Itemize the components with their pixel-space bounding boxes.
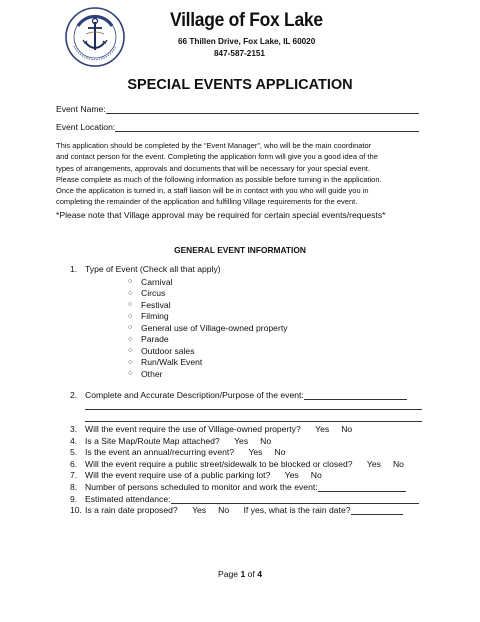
question-number: 10. xyxy=(70,505,82,516)
description-line[interactable] xyxy=(85,421,422,422)
event-location-field[interactable] xyxy=(56,122,419,132)
option-label: Filming xyxy=(141,311,169,322)
intro-paragraph xyxy=(56,140,428,208)
checkbox-circle-icon[interactable]: ○ xyxy=(128,347,133,355)
question-text: Type of Event (Check all that apply) xyxy=(85,264,221,274)
checkbox-circle-icon[interactable]: ○ xyxy=(128,301,133,309)
option-circus[interactable] xyxy=(128,288,288,300)
question-text: Is a rain date proposed? xyxy=(85,505,178,516)
question-9 xyxy=(70,494,419,506)
yes-option[interactable]: Yes xyxy=(234,435,249,446)
question-10 xyxy=(70,505,419,517)
attendance-line[interactable] xyxy=(171,495,419,504)
question-4 xyxy=(70,436,419,448)
question-text: Will the event require use of a public parking lot? xyxy=(85,470,271,481)
option-label: Run/Walk Event xyxy=(141,357,203,368)
question-3 xyxy=(70,424,419,436)
rain-date-question: If yes, what is the rain date? xyxy=(243,505,351,516)
option-label: Circus xyxy=(141,288,166,299)
question-8 xyxy=(70,482,419,494)
checkbox-circle-icon[interactable]: ○ xyxy=(128,278,133,286)
question-text: Estimated attendance: xyxy=(85,493,171,504)
intro-line: This application should be completed by the “Event Manager”, who will be the main coordinator xyxy=(56,141,372,150)
no-option[interactable]: No xyxy=(218,505,230,516)
intro-line: types of arrangements, approvals and documents that will be necessary for your special event. xyxy=(56,163,370,173)
rain-date-line[interactable] xyxy=(351,506,403,515)
option-label: Other xyxy=(141,368,163,379)
question-number: 5. xyxy=(70,447,78,458)
option-filming[interactable] xyxy=(128,311,288,323)
intro-line: and contact person for the event. Completing the application form will give you a good idea of the xyxy=(56,152,378,162)
no-option[interactable]: No xyxy=(310,470,322,481)
question-text: Complete and Accurate Description/Purpose of the event: xyxy=(85,390,304,400)
question-number: 2. xyxy=(70,390,78,400)
page-word: Page xyxy=(218,569,239,579)
option-label: Outdoor sales xyxy=(141,345,195,356)
intro-line: completing the remainder of the application and fulfilling Village requirements for the event. xyxy=(56,197,358,207)
option-other[interactable] xyxy=(128,368,288,380)
question-list xyxy=(70,424,419,517)
event-type-options xyxy=(128,276,288,380)
village-title: Village of Fox Lake xyxy=(170,10,323,31)
village-seal-logo xyxy=(64,6,126,68)
question-number: 6. xyxy=(70,458,78,469)
checkbox-circle-icon[interactable]: ○ xyxy=(128,312,133,320)
checkbox-circle-icon[interactable]: ○ xyxy=(128,335,133,343)
question-5 xyxy=(70,447,419,459)
question-number: 9. xyxy=(70,493,78,504)
option-outdoor-sales[interactable] xyxy=(128,345,288,357)
question-text: Number of persons scheduled to monitor and work the event: xyxy=(85,481,318,492)
event-name-label: Event Name: xyxy=(56,104,106,114)
question-text: Is the event an annual/recurring event? xyxy=(85,447,235,458)
question-number: 1. xyxy=(70,264,78,274)
event-name-line[interactable] xyxy=(106,105,419,114)
option-label: Carnival xyxy=(141,276,173,287)
event-location-line[interactable] xyxy=(115,123,419,132)
checkbox-circle-icon[interactable]: ○ xyxy=(128,370,133,378)
yes-option[interactable]: Yes xyxy=(192,505,207,516)
question-text: Will the event require the use of Village-owned property? xyxy=(85,424,301,434)
question-6 xyxy=(70,459,419,471)
checkbox-circle-icon[interactable]: ○ xyxy=(128,358,133,366)
intro-line: Once the application is turned in, a staff liaison will be in contact with you who will guide you in xyxy=(56,186,369,196)
question-number: 7. xyxy=(70,470,78,481)
question-1 xyxy=(70,264,221,274)
question-7 xyxy=(70,470,419,482)
approval-note: *Please note that Village approval may be required for certain special events/requests* xyxy=(56,210,386,220)
option-run-walk[interactable] xyxy=(128,357,288,369)
document-title: SPECIAL EVENTS APPLICATION xyxy=(127,77,353,93)
section-heading: GENERAL EVENT INFORMATION xyxy=(174,245,306,255)
village-address: 66 Thillen Drive, Fox Lake, IL 60020 xyxy=(178,37,316,46)
option-label: Festival xyxy=(141,299,171,310)
event-name-field[interactable] xyxy=(56,104,419,114)
no-option[interactable]: No xyxy=(274,447,286,458)
monitor-count-line[interactable] xyxy=(318,483,406,492)
page-footer xyxy=(0,569,480,579)
page-current: 1 xyxy=(240,569,246,579)
question-number: 8. xyxy=(70,481,78,492)
page-total: 4 xyxy=(257,569,262,579)
no-option[interactable]: No xyxy=(260,435,272,446)
yes-option[interactable]: Yes xyxy=(366,458,381,469)
no-option[interactable]: No xyxy=(392,458,404,469)
description-line[interactable] xyxy=(304,391,407,400)
intro-line: Please complete as much of the following information as possible before turning in the application. xyxy=(56,174,382,184)
description-line[interactable] xyxy=(85,409,422,410)
village-phone: 847-587-2151 xyxy=(214,49,265,58)
option-label: General use of Village-owned property xyxy=(141,322,288,333)
question-number: 3. xyxy=(70,424,78,434)
option-village-property[interactable] xyxy=(128,322,288,334)
question-2 xyxy=(70,390,407,400)
no-option[interactable]: No xyxy=(341,424,353,434)
of-word: of xyxy=(247,569,255,579)
question-text: Is a Site Map/Route Map attached? xyxy=(85,435,220,446)
question-number: 4. xyxy=(70,435,78,446)
question-text: Will the event require a public street/sidewalk to be blocked or closed? xyxy=(85,458,353,469)
yes-option[interactable]: Yes xyxy=(248,447,263,458)
yes-option[interactable]: Yes xyxy=(284,470,299,481)
checkbox-circle-icon[interactable]: ○ xyxy=(128,324,133,332)
event-location-label: Event Location: xyxy=(56,122,116,132)
yes-option[interactable]: Yes xyxy=(315,424,330,434)
option-festival[interactable] xyxy=(128,299,288,311)
option-parade[interactable] xyxy=(128,334,288,346)
option-carnival[interactable] xyxy=(128,276,288,288)
option-label: Parade xyxy=(141,334,169,345)
checkbox-circle-icon[interactable]: ○ xyxy=(128,289,133,297)
